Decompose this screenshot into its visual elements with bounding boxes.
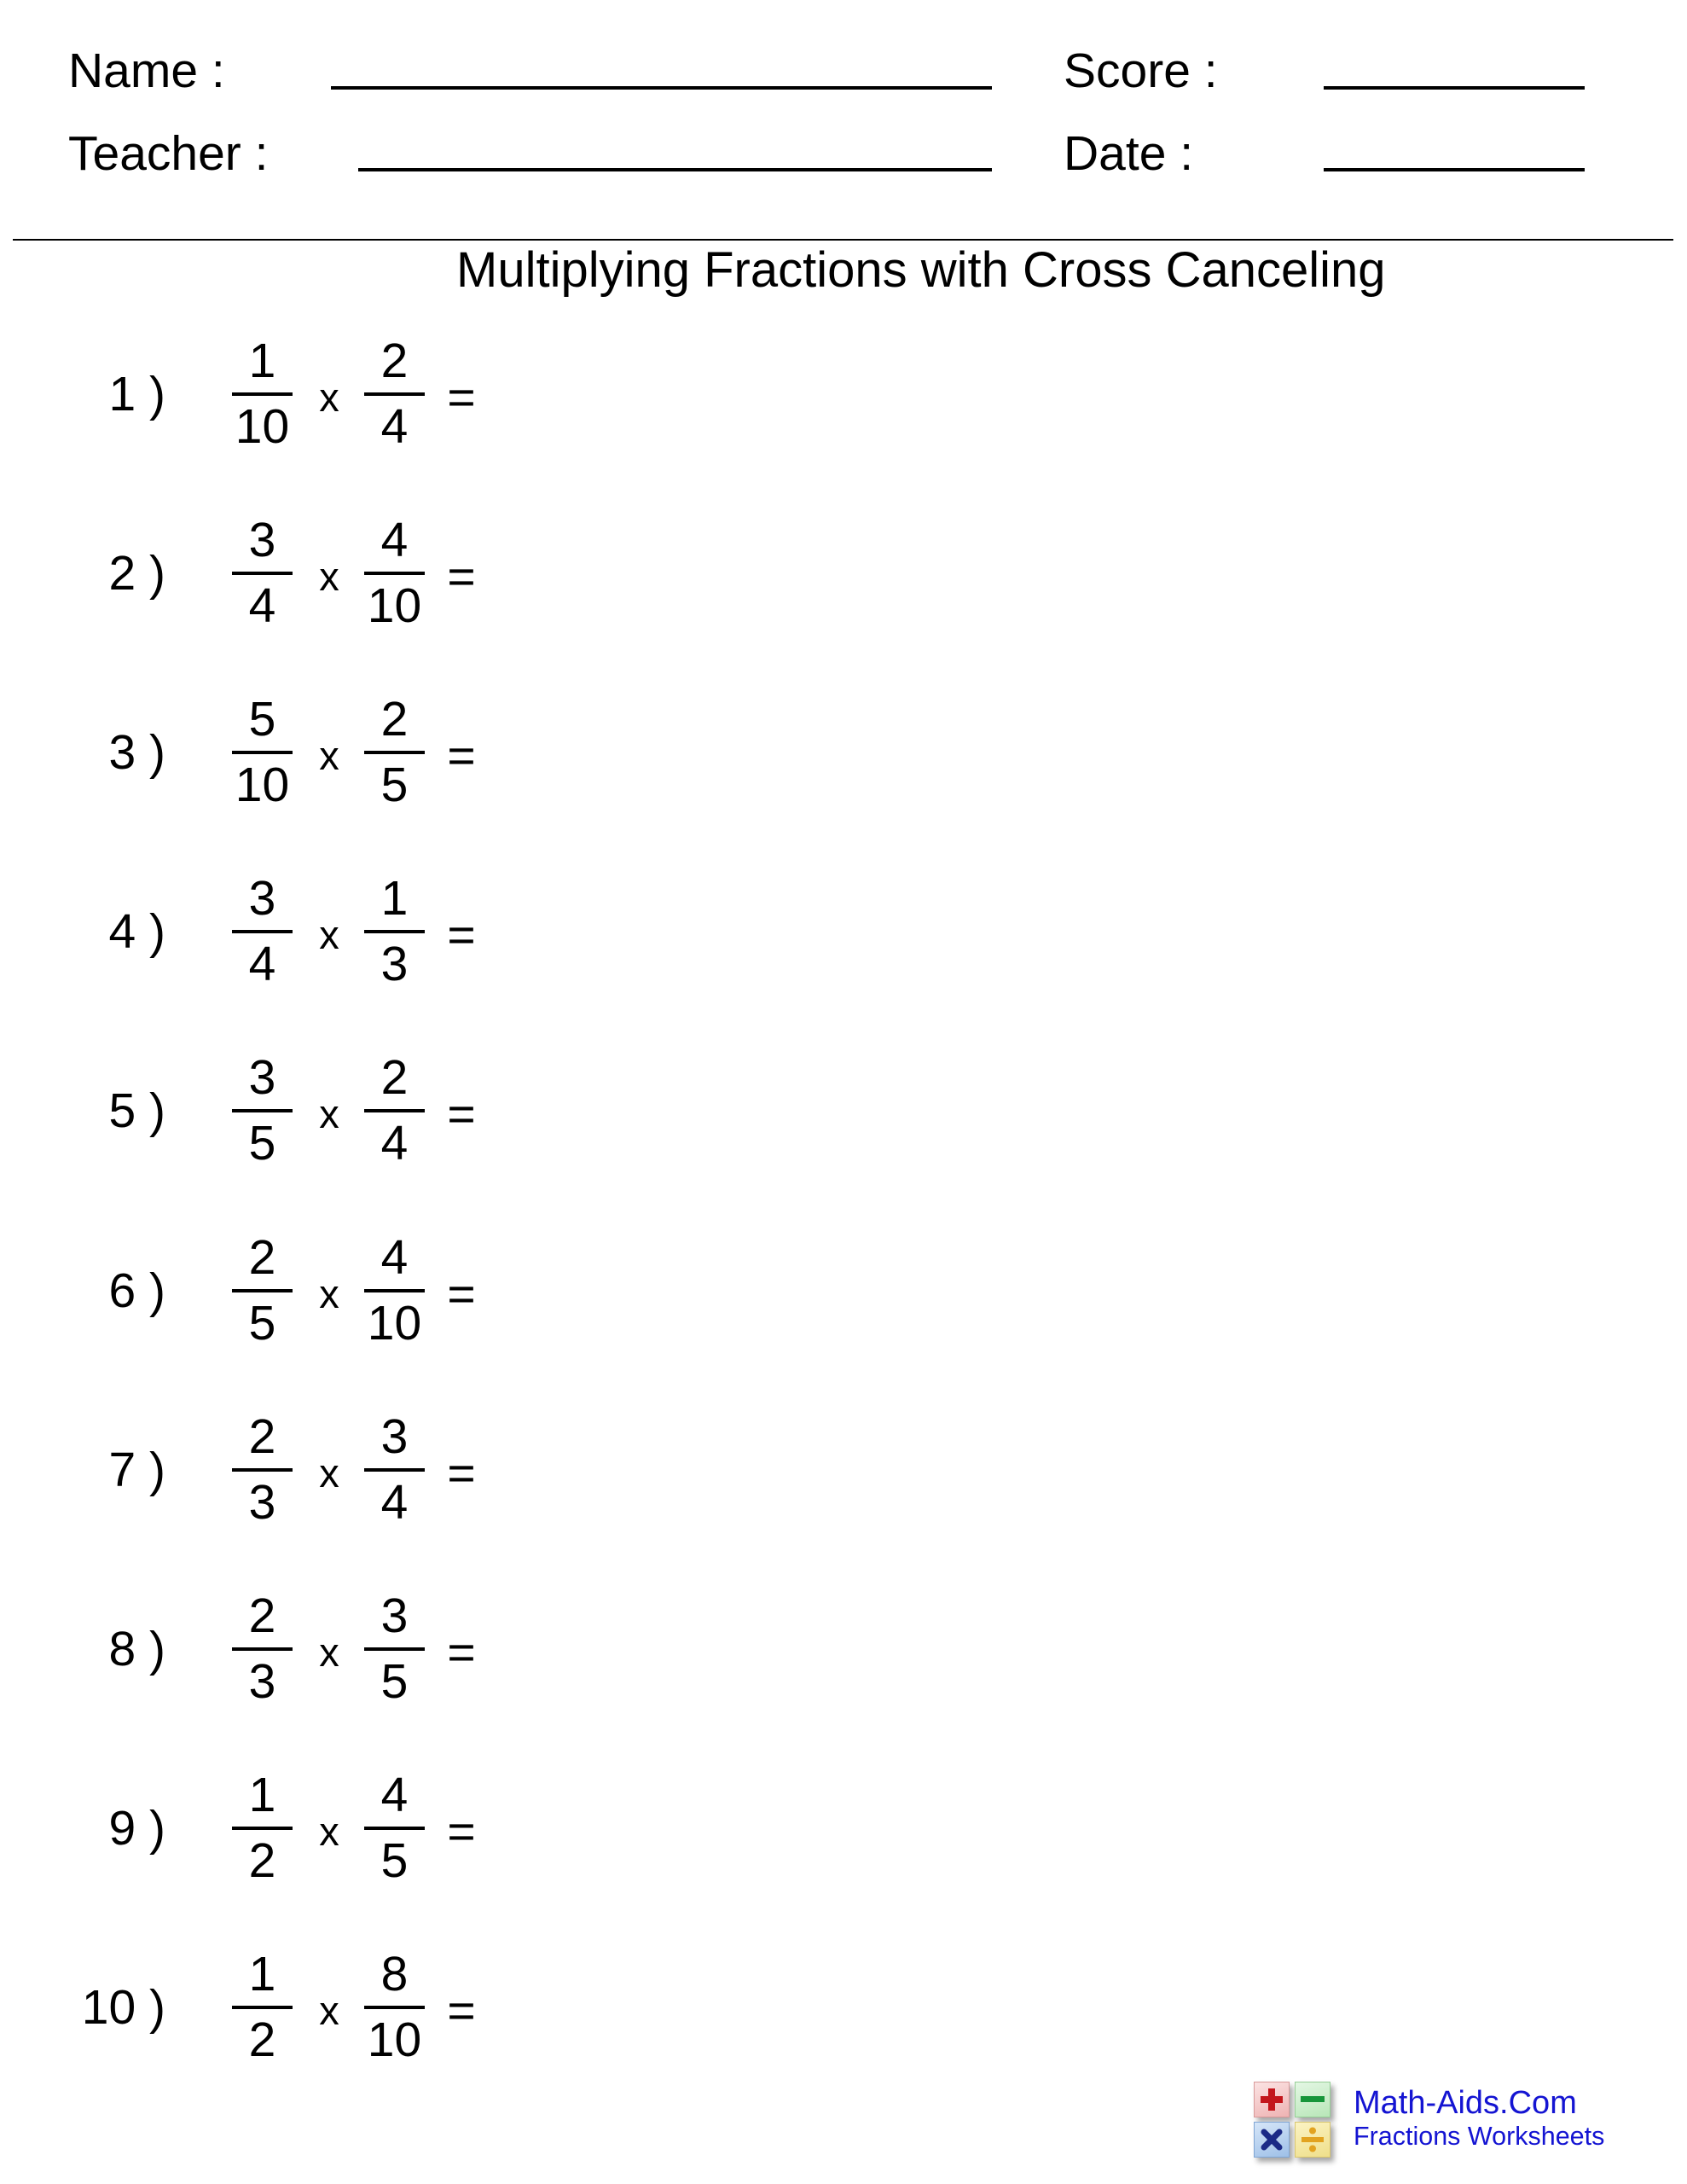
fraction-bar — [232, 392, 293, 396]
fraction-bar — [232, 2006, 293, 2009]
problem-number: 8 ) — [108, 1622, 165, 1676]
score-label: Score : — [1064, 44, 1218, 98]
multiply-sign: x — [319, 375, 339, 420]
problem-number: 7 ) — [108, 1443, 165, 1497]
numerator: 1 — [248, 334, 276, 388]
problem-number: 6 ) — [108, 1263, 165, 1318]
fraction-bar — [232, 930, 293, 933]
fraction-bar — [364, 751, 425, 754]
multiply-sign: x — [319, 1450, 339, 1496]
multiply-sign: x — [319, 733, 339, 778]
multiply-sign: x — [319, 1091, 339, 1136]
denominator: 10 — [367, 2013, 422, 2067]
denominator: 5 — [380, 758, 409, 812]
multiply-sign: x — [319, 912, 339, 957]
teacher-label: Teacher : — [68, 126, 269, 181]
score-field-line[interactable] — [1324, 86, 1585, 90]
numerator: 3 — [380, 1409, 409, 1464]
fraction-bar — [232, 751, 293, 754]
numerator: 2 — [248, 1589, 276, 1643]
fraction-bar — [364, 1827, 425, 1830]
plus-icon — [1254, 2082, 1290, 2117]
numerator: 3 — [380, 1589, 409, 1643]
date-label: Date : — [1064, 126, 1194, 181]
name-field-line[interactable] — [331, 86, 992, 90]
fraction-bar — [232, 1647, 293, 1651]
problem-number: 1 ) — [108, 367, 165, 421]
multiply-sign: x — [319, 1988, 339, 2033]
denominator: 3 — [380, 937, 409, 991]
problem-number: 2 ) — [108, 546, 165, 601]
fraction-bar — [364, 1468, 425, 1472]
denominator: 4 — [380, 1475, 409, 1530]
numerator: 2 — [248, 1230, 276, 1285]
equals-sign: = — [447, 1446, 476, 1501]
multiply-sign: x — [319, 1629, 339, 1675]
problem-number: 4 ) — [108, 904, 165, 959]
denominator: 4 — [248, 578, 276, 633]
brand-name[interactable]: Math-Aids.Com — [1354, 2085, 1577, 2121]
fraction-bar — [364, 2006, 425, 2009]
brand-subtitle[interactable]: Fractions Worksheets — [1354, 2122, 1605, 2151]
minus-icon — [1295, 2082, 1330, 2117]
fraction-bar — [364, 930, 425, 933]
problem-number: 9 ) — [108, 1801, 165, 1856]
denominator: 2 — [248, 2013, 276, 2067]
denominator: 10 — [367, 578, 422, 633]
teacher-field-line[interactable] — [358, 168, 992, 171]
multiply-sign: x — [319, 1271, 339, 1316]
fraction-bar — [364, 392, 425, 396]
equals-sign: = — [447, 908, 476, 962]
equals-sign: = — [447, 729, 476, 783]
fraction-bar — [232, 572, 293, 575]
worksheet-title: Multiplying Fractions with Cross Canceling — [456, 242, 1386, 298]
fraction-bar — [232, 1289, 293, 1292]
numerator: 3 — [248, 513, 276, 567]
fraction-bar — [364, 1289, 425, 1292]
numerator: 2 — [380, 334, 409, 388]
problem-number: 3 ) — [108, 725, 165, 780]
numerator: 1 — [248, 1947, 276, 2001]
numerator: 3 — [248, 871, 276, 926]
equals-sign: = — [447, 1984, 476, 2038]
denominator: 10 — [235, 399, 290, 454]
multiply-sign: x — [319, 554, 339, 599]
denominator: 10 — [235, 758, 290, 812]
numerator: 4 — [380, 513, 409, 567]
times-icon — [1254, 2122, 1290, 2158]
equals-sign: = — [447, 549, 476, 604]
denominator: 3 — [248, 1654, 276, 1709]
denominator: 10 — [367, 1296, 422, 1350]
denominator: 2 — [248, 1833, 276, 1888]
denominator: 4 — [380, 1116, 409, 1170]
fraction-bar — [364, 1109, 425, 1112]
name-label: Name : — [68, 44, 225, 98]
denominator: 5 — [248, 1296, 276, 1350]
problem-number: 10 ) — [81, 1980, 165, 2035]
equals-sign: = — [447, 1804, 476, 1859]
numerator: 2 — [380, 1050, 409, 1105]
equals-sign: = — [447, 1625, 476, 1680]
fraction-bar — [232, 1109, 293, 1112]
problem-number: 5 ) — [108, 1083, 165, 1138]
denominator: 4 — [248, 937, 276, 991]
fraction-bar — [364, 572, 425, 575]
header-divider — [13, 239, 1673, 241]
numerator: 1 — [380, 871, 409, 926]
fraction-bar — [232, 1827, 293, 1830]
fraction-bar — [364, 1647, 425, 1651]
numerator: 2 — [380, 692, 409, 746]
numerator: 2 — [248, 1409, 276, 1464]
math-aids-logo[interactable] — [1250, 2078, 1626, 2172]
denominator: 5 — [380, 1654, 409, 1709]
numerator: 8 — [380, 1947, 409, 2001]
divide-icon — [1295, 2122, 1330, 2158]
equals-sign: = — [447, 1087, 476, 1141]
numerator: 1 — [248, 1768, 276, 1822]
denominator: 5 — [380, 1833, 409, 1888]
numerator: 3 — [248, 1050, 276, 1105]
date-field-line[interactable] — [1324, 168, 1585, 171]
equals-sign: = — [447, 370, 476, 425]
numerator: 4 — [380, 1768, 409, 1822]
equals-sign: = — [447, 1267, 476, 1321]
multiply-sign: x — [319, 1809, 339, 1854]
numerator: 5 — [248, 692, 276, 746]
denominator: 3 — [248, 1475, 276, 1530]
denominator: 5 — [248, 1116, 276, 1170]
numerator: 4 — [380, 1230, 409, 1285]
denominator: 4 — [380, 399, 409, 454]
fraction-bar — [232, 1468, 293, 1472]
